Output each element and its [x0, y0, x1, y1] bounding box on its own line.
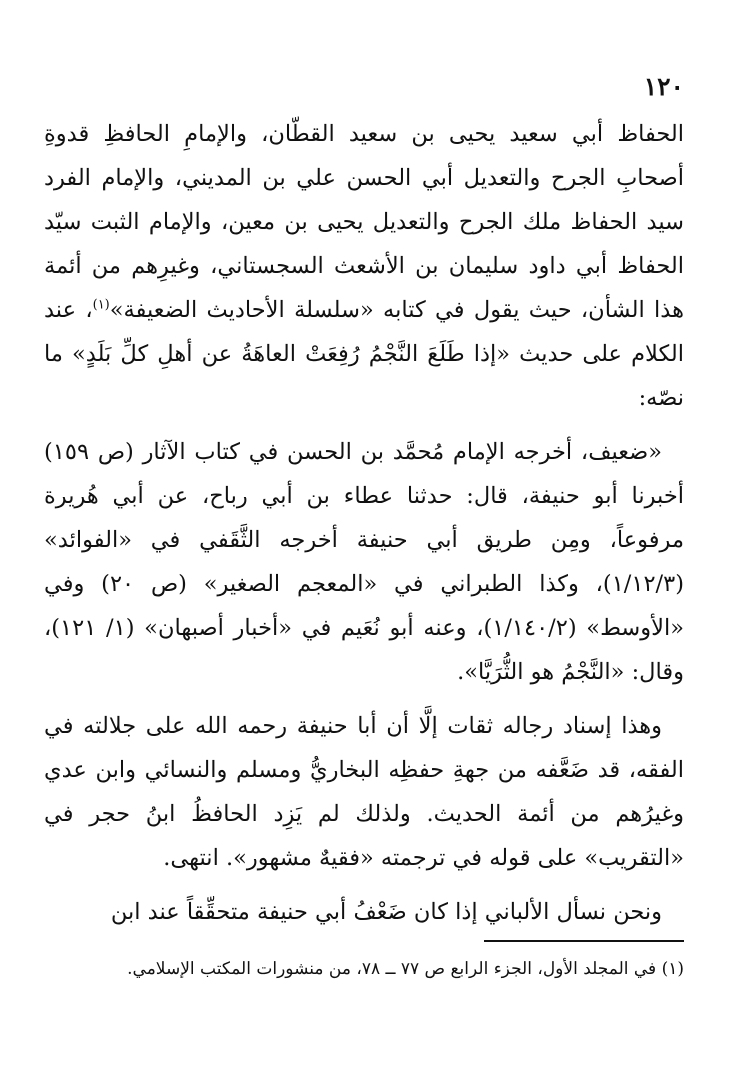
page-number: ١٢٠ — [643, 72, 684, 101]
footnote-divider — [484, 940, 684, 942]
paragraph-1 — [44, 112, 684, 420]
footnote-reference: (١) — [92, 297, 110, 313]
paragraph-2-quotation: «ضعيف، أخرجه الإمام مُحمَّد بن الحسن في كتاب الآثار (ص ١٥٩) أخبرنا أبو حنيفة، قال: حدثنا عطاء بن أبي رباح، عن أبي هُريرة مرفوعاً، ومِن طريق أبي حنيفة أخرجه الثَّقَفي في «الفوائد» (١/١٢/٣)، وكذا الطبراني في «المعجم الصغير» (ص ٢٠) وفي «الأوسط» (١/١٤٠/٢)، وعنه أبو نُعَيم في «أخبار أصبهان» (١/ ١٢١)، وقال: «النَّجْمُ هو الثُّرَيَّا». — [44, 439, 685, 685]
footnote-1: (١) في المجلد الأول، الجزء الرابع ص ٧٧ ــ ٧٨، من منشورات المكتب الإسلامي. — [127, 959, 684, 979]
paragraph-1-text: الحفاظ أبي سعيد يحيى بن سعيد القطّان، والإمامِ الحافظِ قدوةِ أصحابِ الجرح والتعديل أبي الحسن علي بن المديني، والإمام الفرد سيد الحفاظ ملك الجرح والتعديل يحيى بن معين، والإمام الثبت سيّد الحفاظ أبي داود سليمان بن الأشعث السجستاني، وغيرِهم من أئمة هذا الشأن، حيث يقول في كتابه «سلسلة الأحاديث الضعيفة» — [44, 121, 684, 323]
main-text — [44, 112, 684, 934]
paragraph-3: وهذا إسناد رجاله ثقات إلَّا أن أبا حنيفة رحمه الله على جلالته في الفقه، قد ضَعَّفه من جهةِ حفظِه البخاريُّ ومسلم والنسائي وابن عدي وغيرُهم من أئمة الحديث. ولذلك لم يَزِد الحافظُ ابنُ حجر في «التقريب» على قوله في ترجمته «فقيهٌ مشهور». انتهى. — [44, 713, 684, 871]
paragraph-4: ونحن نسأل الألباني إذا كان ضَعْفُ أبي حنيفة متحقِّقاً عند ابن — [110, 899, 662, 925]
paragraph-1-continuation: ، عند الكلام على حديث «إذا طَلَعَ النَّجْمُ رُفِعَتْ العاهَةُ عن أهلِ كلِّ بَلَدٍ» ما نصّه: — [44, 297, 684, 411]
